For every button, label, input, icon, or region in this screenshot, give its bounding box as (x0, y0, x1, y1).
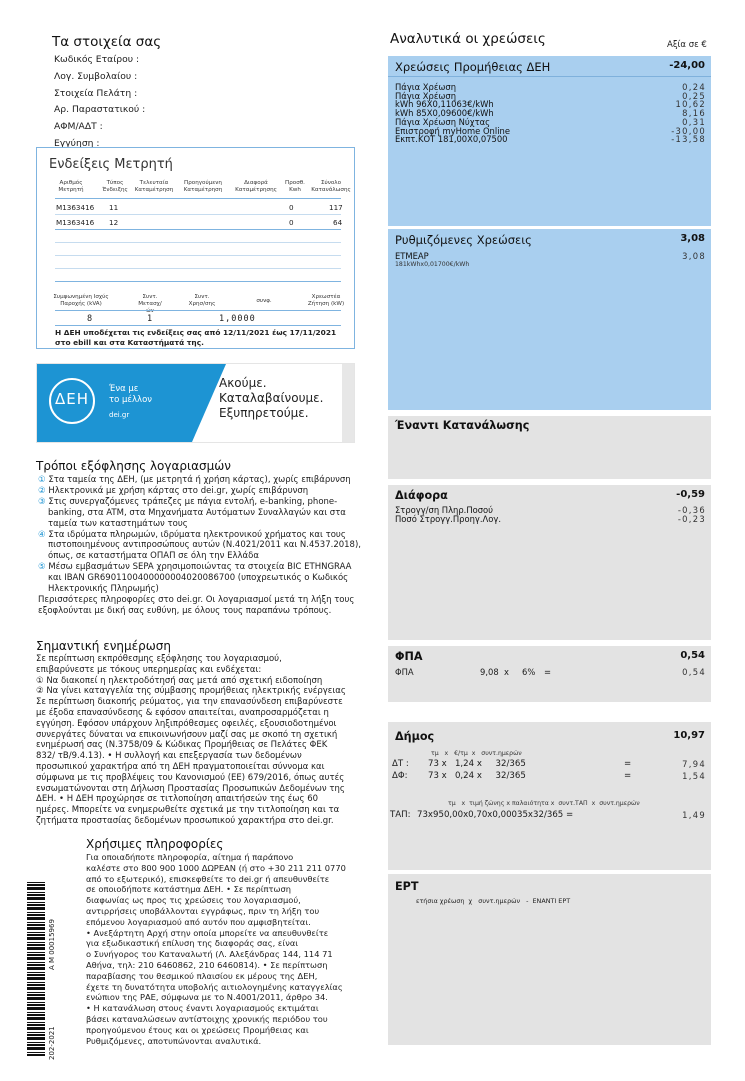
barcode-text: 202-2021 (48, 1026, 56, 1060)
payment-item: ④ Στα ιδρύματα πληρωμών, ιδρύματα ηλεκτρονικού χρήματος και τους πιστοποιημένους αντιπροσώπους αυτών (Ν.4021/2011 και Ν.4537.2018), όπως, σε καταστήματα ΟΠΑΠ σε όλη την Ελλάδα (38, 529, 361, 562)
notice-line: ② Να γίνει καταγγελία της σύμβασης προμήθειας ηλεκτρικής ενέργειας (36, 686, 346, 697)
dei-banner (36, 363, 355, 443)
meter-header: Αριθμός Μετρητή (58, 180, 84, 193)
meter-divider (55, 229, 341, 230)
dei-logo-icon: ΔΕΗ (49, 378, 95, 424)
useful-line: σε οποιοδήποτε κατάστημα ΔΕΗ. • Σε περίπτωση (86, 884, 291, 895)
useful-line: παραβίασης του θεσμικού πλαισίου εκ μέρους της ΔΕΗ, (86, 970, 318, 981)
municipality-title: Δήμος (395, 730, 435, 743)
vat-value: 0,54 (682, 667, 706, 677)
against-title: Έναντι Κατανάλωσης (395, 419, 530, 432)
regulated-amount: 3,08 (680, 233, 705, 244)
payment-footer: Περισσότερες πληροφορίες στο dei.gr. Οι λογαριασμοί μετά τη λήξη τους εξοφλούνται με δική σας ευθύνη, με όλους τους παραπάνω τρόπους. (38, 594, 355, 616)
tap-calc: 73x950,00x0,70x0,00035x32/365 = (417, 810, 574, 820)
customer-details (52, 34, 352, 153)
customer-field: Κωδικός Εταίρου : (54, 54, 140, 65)
vat-amount: 0,54 (680, 650, 705, 661)
useful-line: ενώπιον της ΡΑΕ, σύμφωνα με το Ν.4001/2011, άρθρο 34. (86, 992, 328, 1003)
customer-field: Λογ. Συμβολαίου : (54, 70, 138, 82)
ert-line: ετήσια χρέωση χ συντ.ημερών - ΕΝΑΝΤΙ ΕΡΤ (416, 897, 571, 905)
customer-field: Εγγύηση : (54, 137, 100, 149)
meter-footer-header: Συντ. Μετασχ/ (138, 294, 162, 307)
misc-title: Διάφορα (395, 489, 448, 502)
notice-line: ενσωματώνονται στη Δήλωση Προστασίας Προσωπικών Δεδομένων της (36, 783, 345, 794)
payment-methods (36, 459, 366, 617)
municipality-row-value: 1,54 (682, 771, 706, 781)
useful-line: • Η κατανάλωση στους έναντι λογαριασμούς εκτιμάται (86, 1003, 319, 1014)
supply-lines: Πάγια Χρέωση Πάγια Χρέωση kWh 96X0,11063€/kWh kWh 85X0,09600€/kWh Πάγια Χρέωση Νύχτας Επιστροφή myHome Online Εκπτ.ΚΟΤ 181,00X0,07500 (395, 82, 510, 145)
notice-line: σύμφωνα με τις προβλέψεις του Κανονισμού (ΕΕ) 679/2016, όπως αυτές (36, 772, 345, 783)
meter-footer-header: Συμφωνημένη Ισχύς Παροχής (kVA) (53, 294, 109, 307)
banner-stripe (342, 364, 354, 442)
payment-item: ③ Στις συνεργαζόμενες τράπεζες με πάγια εντολή, e-banking, phone-banking, στα ATM, στα Μηχανήματα Αυτόματων Συναλλαγών και στα ταμεία των καταστημάτων τους (38, 496, 346, 529)
useful-line: Για οποιαδήποτε πληροφορία, αίτημα ή παράπονο (86, 852, 294, 862)
notice-line: ζητήματα προστασίας δεδομένων προσωπικού χαρακτήρα στο dei.gr. (36, 815, 334, 826)
ert-panel (388, 874, 711, 1045)
meter-cell: 11 (109, 203, 119, 212)
payment-item: ① Στα ταμεία της ΔΕΗ, (με μετρητά ή χρήση κάρτας), χωρίς επιβάρυνση (38, 475, 351, 485)
useful-line: • Ανεξάρτητη Αρχή στην οποία μπορείτε να απευθυνθείτε (86, 927, 329, 938)
meter-footer-header: Χρεωστέα Ζήτηση (kW) (307, 294, 345, 307)
meter-divider (55, 281, 341, 282)
meter-header: Προσθ. Kwh (285, 180, 305, 193)
regulated-charges-panel (388, 229, 711, 410)
meter-title: Ενδείξεις Μετρητή (49, 157, 173, 172)
useful-line: από το εξωτερικό), επισκεφθείτε το dei.gr ή απευθυνθείτε (86, 873, 330, 884)
supply-values: 0,24 0,25 10,62 8,16 0,31 -30,00 -13,58 (671, 82, 706, 145)
notice-line: ① Να διακοπεί η ηλεκτροδότησή σας μετά από σχετική ειδοποίηση (36, 675, 323, 686)
supply-charges-panel (388, 56, 711, 226)
banner-url: dei.gr (109, 411, 130, 419)
useful-line: βάσει καταναλώσεων αντίστοιχης χρονικής περιόδου του (86, 1013, 328, 1024)
notice-line: 832/ τΒ/9.4.13). • Η συλλογή και επεξεργασία των δεδομένων (36, 751, 302, 762)
supply-title: Χρεώσεις Προμήθειας ΔΕΗ (395, 60, 551, 74)
useful-line: Αθήνα, τηλ: 210 6460862, 210 6460814). • Σε περίπτωση (86, 959, 328, 970)
payment-item: ② Ηλεκτρονικά με χρήση κάρτας στο dei.gr, χωρίς επιβάρυνση (38, 485, 309, 496)
banner-tagline: Ένα με το μέλλον (109, 384, 153, 405)
meter-divider (55, 242, 341, 243)
payment-title: Τρόποι εξόφλησης λογαριασμών (36, 459, 231, 473)
tap-header: τμ x τιμή ζώνης x παλαιότητα x συντ.ΤΑΠ x συντ.ημερών (448, 800, 640, 807)
banner-blue-block (37, 364, 192, 442)
notice-title: Σημαντική ενημέρωση (36, 639, 172, 653)
meter-note: Η ΔΕΗ υποδέχεται τις ενδείξεις σας από 12/11/2021 έως 17/11/2021 στο ebill και στα Καταστήματά της. (55, 328, 337, 347)
useful-line: καλέστε στο 800 900 1000 ΔΩΡΕΑΝ (ή στο +30 211 211 0770 (86, 862, 346, 873)
vat-eq: = (544, 667, 552, 677)
meter-divider (55, 198, 341, 199)
useful-line: επόμενου λογαριασμού από αυτόν που αμφισβητείται. (86, 916, 311, 927)
useful-line: αντιρρήσεις υποβάλλονται εγγράφως, πριν τη λήξη του (86, 905, 320, 916)
important-notice (36, 639, 366, 827)
against-consumption-panel (388, 416, 711, 479)
misc-values: -0,36 -0,23 (677, 505, 706, 524)
notice-line: προσωπικού χαρακτήρα από τη ΔΕΗ πραγματοποιείται σύννομα και (36, 761, 325, 772)
customer-field: Αρ. Παραστατικού : (54, 104, 146, 116)
useful-line: διαφωνίας ως προς τις χρεώσεις του λογαριασμού, (86, 895, 301, 906)
notice-line: εγγύηση. Εφόσον υπάρχουν ληξιπρόθεσμες οφειλές, εξουσιοδοτημένοι (36, 718, 337, 729)
municipality-row-label: ΔΦ: (392, 771, 408, 781)
meter-header: Τελευταία Καταμέτρηση (134, 180, 174, 193)
vat-panel (388, 646, 711, 702)
meter-footer-value: 1 (147, 314, 153, 324)
useful-line: για εξωδικαστική επίλυση της διαφοράς σας, είναι (86, 938, 299, 949)
useful-title: Χρήσιμες πληροφορίες (86, 837, 224, 851)
tap-label: ΤΑΠ: (390, 810, 411, 820)
notice-line: ΔΕΗ. • Η ΔΕΗ προχώρησε σε τιτλοποίηση απαιτήσεών της έως 60 (36, 794, 319, 805)
tap-value: 1,49 (682, 810, 706, 820)
meter-footer-header: συνφ. (256, 298, 272, 304)
municipality-row-eq: = (624, 759, 632, 769)
meter-header: Προηγούμενη Καταμέτρηση (183, 180, 223, 193)
banner-slogan: Ακούμε. Καταλαβαίνουμε. Εξυπηρετούμε. (219, 376, 324, 420)
barcode-icon (27, 880, 45, 1056)
meter-cell: 117 (329, 203, 343, 212)
misc-amount: -0,59 (676, 489, 705, 500)
meter-cell: M1363416 (56, 218, 95, 227)
notice-line: ημέρες. Μπορείτε να ενημερωθείτε σχετικά με την τιτλοποίηση και τα (36, 805, 340, 816)
useful-info (86, 837, 371, 1046)
meter-header: Σύνολο Κατανάλωσης (311, 180, 351, 193)
municipality-row-value: 7,94 (682, 759, 706, 769)
customer-title: Τα στοιχεία σας (52, 34, 162, 50)
meter-cell: 0 (289, 203, 294, 212)
meter-footer-value: 1,0000 (219, 314, 256, 324)
municipality-row-calc: 73 x 0,24 x 32/365 (428, 771, 526, 781)
meter-readings-box (36, 147, 355, 349)
regulated-title: Ρυθμιζόμενες Χρεώσεις (395, 233, 532, 247)
municipality-row-eq: = (624, 771, 632, 781)
vat-title: ΦΠΑ (395, 650, 423, 663)
vat-rate: 6% (522, 667, 536, 677)
meter-divider (55, 310, 341, 311)
customer-field: Στοιχεία Πελάτη : (54, 87, 138, 99)
currency-note: Αξία σε € (667, 40, 707, 50)
meter-cell: M1363416 (56, 203, 95, 212)
municipality-amount: 10,97 (673, 730, 705, 741)
misc-charges-panel (388, 485, 711, 640)
notice-line: ενημέρωσή σας (Ν.3758/09 & Κώδικας Προμήθειας σε Πελάτες ΦΕΚ (36, 740, 328, 751)
panel-divider (388, 76, 711, 77)
ert-title: ΕΡΤ (395, 880, 419, 893)
meter-divider (55, 325, 341, 326)
meter-header: Διαφορά Καταμέτρησης (235, 180, 277, 193)
meter-cell: 12 (109, 218, 119, 227)
charges-title: Αναλυτικά οι χρεώσεις (390, 31, 546, 47)
municipality-row-label: ΔΤ : (392, 759, 409, 769)
useful-line: Ρυθμιζόμενες, αποτυπώνονται αναλυτικά. (86, 1035, 262, 1046)
vat-x: x (504, 667, 509, 677)
misc-lines: Στρογγ/ση Πληρ.Ποσού Ποσό Στρογγ.Προηγ.Λογ. (395, 505, 502, 524)
municipality-row-calc: 73 x 1,24 x 32/365 (428, 759, 526, 769)
meter-cell: 0 (289, 218, 294, 227)
meter-footer-value: 8 (87, 314, 93, 324)
notice-line: με έξοδα επανασύνδεσης & εφόσον απαιτείται, αναπροσαρμόζεται η (36, 707, 329, 718)
notice-line: Σε περίπτωση εκπρόθεσμης εξόφλησης του λογαριασμού, (36, 654, 282, 664)
supply-amount: -24,00 (669, 60, 705, 71)
barcode-text: A M 00015969 (48, 919, 56, 970)
useful-line: έχετε τη δυνατότητα υποβολής αιτιολογημένης καταγγελίας (86, 981, 343, 992)
municipality-panel (388, 722, 711, 870)
regulated-value: 3,08 (682, 251, 706, 261)
regulated-sub: 181kWhx0,01700€/kWh (395, 261, 470, 268)
vat-label: ΦΠΑ (395, 667, 414, 677)
meter-header: Τύπος Ένδειξης (102, 180, 128, 193)
meter-divider (55, 255, 341, 256)
customer-field: ΑΦΜ/ΑΔΤ : (54, 121, 103, 133)
useful-line: προηγούμενου έτους και οι χρεώσεις Προμήθειας και (86, 1024, 309, 1035)
meter-cell: 64 (333, 218, 343, 227)
payment-item: ⑤ Μέσω εμβασμάτων SEPA χρησιμοποιώντας τα στοιχεία BIC ETHNGRAA και IBAN GR6901100400000004020086700 (υποχρεωτικός ο Κωδικός Ηλεκτρονικής Πληρωμής) (38, 562, 352, 595)
municipality-header: τμ x €/τμ x συντ.ημερών (431, 750, 522, 757)
notice-line: επιβαρύνεστε με τόκους υπερημερίας και ενδέχεται: (36, 664, 262, 675)
vat-base: 9,08 (480, 667, 499, 677)
regulated-line: ΕΤΜΕΑΡ (395, 251, 429, 261)
meter-divider (55, 214, 341, 215)
useful-line: ο Συνήγορος του Καταναλωτή (Λ. Αλεξάνδρας 144, 114 71 (86, 949, 333, 960)
notice-line: Σε περίπτωση διακοπής ρεύματος, για την επανασύνδεση επιβαρύνεστε (36, 697, 343, 708)
meter-footer-header: Συντ. Χρησ/σης (188, 294, 216, 307)
meter-divider (55, 268, 341, 269)
notice-line: συνεργάτες δύναται να επικοινωνήσουν μαζί σας με σκοπό τη σχετική (36, 729, 338, 740)
